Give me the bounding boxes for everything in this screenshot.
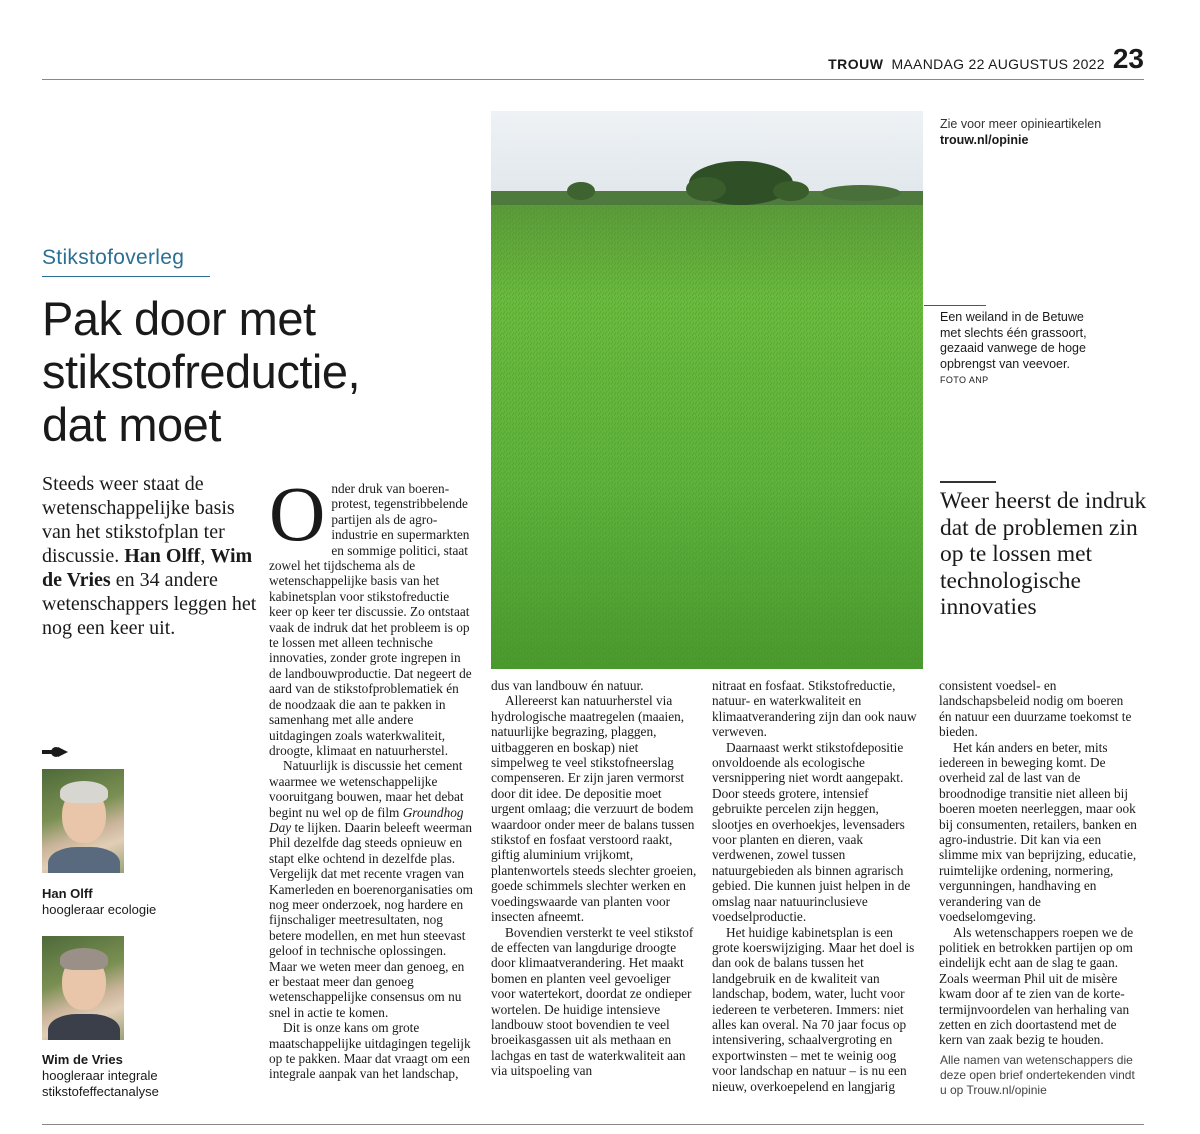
- paragraph: [269, 470, 473, 758]
- issue-date: MAANDAG 22 AUGUSTUS 2022: [891, 56, 1105, 72]
- paragraph: Als wetenschappers roepen we de politiek en betrokken partijen op om eindelijk echt aan de slag te gaan. Zoals weerman Phil uit de misère kwam door af te zien van de korte-termijnvoordelen van herhaling van zetten en zich doortastend met de kern van zaak bezig te houden.: [939, 924, 1134, 1048]
- paragraph: dus van landbouw én natuur.: [491, 678, 644, 693]
- paragraph: Daarnaast werkt stikstofdepositie onvoldoende als ecologische versnippering niet wordt aangepakt. Door steeds grotere, intensief gebruikte percelen zijn heggen, slootjes en overhoekjes, levensaders voor planten en dieren, vaak verdwenen, zowel tussen natuurgebieden als binnen agrarisch gebied. Die kunnen juist helpen in de omslag naar natuurinclusieve voedselproductie.: [712, 739, 911, 925]
- author-photo-wim-de-vries: [42, 936, 124, 1040]
- paragraph-text: te lijken. Daarin beleeft weerman Phil dezelfde dag steeds opnieuw en stapt elke ochtend in dezelfde plas. Vergelijk dat met recente vragen van Kamerleden en boerenorganisaties om nog meer onderzoek, nog hardere en fijnschaliger meetresultaten, nog betere modellen, en met hun steevast geloof in technische oplossingen. Maar we weten meer dan genoeg, en er bestaat meer dan genoeg wetenschappelijke consensus om nu snel in actie te komen.: [269, 819, 473, 1020]
- bottom-rule: [42, 1124, 1144, 1125]
- paragraph: consistent voedsel- en landschapsbeleid nodig om boeren én natuur een duurzame toekomst te bieden.: [939, 678, 1132, 740]
- newspaper-name: TROUW: [828, 56, 884, 72]
- paragraph-text: Natuurlijk is discussie het cement waarmee we wetenschappelijke vooruitgang bouwen, maar het debat begint nu wel op de film: [269, 758, 464, 820]
- article-intro: [42, 472, 257, 640]
- intro-author-name: Han Olff: [124, 545, 201, 567]
- see-more-link[interactable]: trouw.nl/opinie: [940, 133, 1029, 147]
- article-column-3: [712, 678, 920, 1094]
- paragraph: nitraat en fosfaat. Stikstofreductie, natuur- en waterkwaliteit en klimaatverandering zijn dan ook nauw verweven.: [712, 678, 917, 740]
- headline-line: stikstofreductie,: [42, 345, 361, 398]
- see-more-note: [940, 116, 1140, 148]
- photo-credit: FOTO ANP: [940, 375, 989, 385]
- signatories-footnote: Alle namen van wetenschappers die deze open brief ondertekenden vindt u op Trouw.nl/opinie: [940, 1053, 1135, 1097]
- paragraph: [269, 758, 473, 1020]
- film-title: Groundhog Day: [269, 804, 464, 835]
- headline-line: dat moet: [42, 398, 221, 451]
- article-column-2: [491, 678, 697, 1079]
- paragraph: Het kán anders en beter, mits iedereen in beweging komt. De overheid zal de last van de broodnodige transitie niet alleen bij boeren moeten neerleggen, maar ook bij consumenten, retailers, banken en agro-industrie. Dit kan via een slimme mix van beprijzing, educatie, ruimtelijke ordening, normering, vergunningen, handhaving en verandering van de voedselomgeving.: [939, 739, 1137, 925]
- caption-pointer-rule: [924, 305, 986, 306]
- see-more-text: Zie voor meer opinieartikelen: [940, 117, 1102, 131]
- article-column-1: [269, 470, 473, 1082]
- caption-text: Een weiland in de Betuwe met slechts één grassoort, gezaaid vanwege de hoge opbrengst van veevoer.: [940, 310, 1087, 371]
- page-number: 23: [1112, 43, 1144, 74]
- pullquote: Weer heerst de indruk dat de problemen zin op te lossen met technologische innovaties: [940, 488, 1147, 620]
- intro-author-name: Wim de Vries: [42, 545, 253, 591]
- author-role: hoogleraar integrale stikstofeffectanalyse: [42, 1068, 159, 1099]
- paragraph: Allereerst kan natuurherstel via hydrologische maatregelen (maaien, natuurlijke begrazing, plaggen, uitbaggeren en boskap) niet simpelweg te veel stikstofneerslag compenseren. Er zijn jaren vermorst door dit idee. De depositie moet urgent omlaag; die verzuurt de bodem waardoor onder meer de balans tussen stikstof en fosfaat verstoord raakt, giftig aluminium vrijkomt, plantenwortels steeds slechter groeien, goede schimmels slechter werken en voedingswaarde van planten voor insecten afneemt.: [491, 693, 697, 925]
- intro-text: Steeds weer staat de wetenschappelijke basis van het stikstofplan ter discussie.: [42, 473, 235, 567]
- photo-caption: [940, 310, 1090, 389]
- paragraph: Het huidige kabinetsplan is een grote koerswijziging. Maar het doel is dan ook de balans tussen het landgebruik en de kwaliteit van landschap, bodem, water, lucht voor iedereen te verbeteren. Immers: niet alles kan overal. Na 70 jaar focus op intensivering, schaalvergroting en exportwinsten – met te weinig oog voor landschap en natuur – is nu een nieuw, overkoepelend en langjarig: [712, 924, 915, 1094]
- arrow-right-icon: [42, 744, 70, 760]
- drop-cap: O: [269, 470, 326, 557]
- article-photo-meadow: [491, 111, 923, 669]
- intro-separator: ,: [200, 545, 211, 567]
- paragraph: Bovendien versterkt te veel stikstof de effecten van langdurige droogte door klimaatverandering. Het maakt bomen en planten veel gevoeliger voor watertekort, doordat ze ondieper wortelen. De huidige intensieve landbouw stoot bovendien te veel broeikasgassen uit als methaan en lachgas en tast de waterkwaliteit aan via uitspoeling van: [491, 924, 694, 1079]
- top-rule: [42, 79, 1144, 80]
- article-column-4: [939, 678, 1139, 1048]
- author-role: hoogleraar ecologie: [42, 902, 157, 917]
- author-name: Han Olff: [42, 886, 93, 901]
- kicker-underline: [42, 276, 210, 277]
- article-headline: [42, 292, 482, 451]
- paragraph: Dit is onze kans om grote maatschappelijke uitdagingen tegelijk op te pakken. Maar dat vraagt om een integrale aanpak van het landschap,: [269, 1020, 471, 1082]
- article-kicker: Stikstofoverleg: [42, 246, 185, 269]
- author-name: Wim de Vries: [42, 1052, 123, 1067]
- paragraph-text: nder druk van boerenprotest, tegenstribbelende partijen als de agro-industrie en supermarkten en sommige politici, staat zowel het tijdschema als de wetenschappelijke basis van het kabinetsplan voor stikstofreductie keer op keer ter discussie. Zo ontstaat vaak de indruk dat het probleem is op te lossen met alleen technische innovaties, zonder grote ingrepen in de landbouwproductie. Dat negeert de aard van de stikstofproblematiek én de noodzaak die aan te pakken in samenhang met alle andere uitdagingen zoals waterkwaliteit, droogte, klimaat en natuurherstel.: [269, 481, 472, 758]
- headline-line: Pak door met: [42, 292, 316, 345]
- intro-text: en 34 andere wetenschappers leggen het nog een keer uit.: [42, 569, 257, 639]
- author-photo-han-olff: [42, 769, 124, 873]
- pullquote-rule: [940, 481, 996, 483]
- masthead: [828, 43, 1144, 74]
